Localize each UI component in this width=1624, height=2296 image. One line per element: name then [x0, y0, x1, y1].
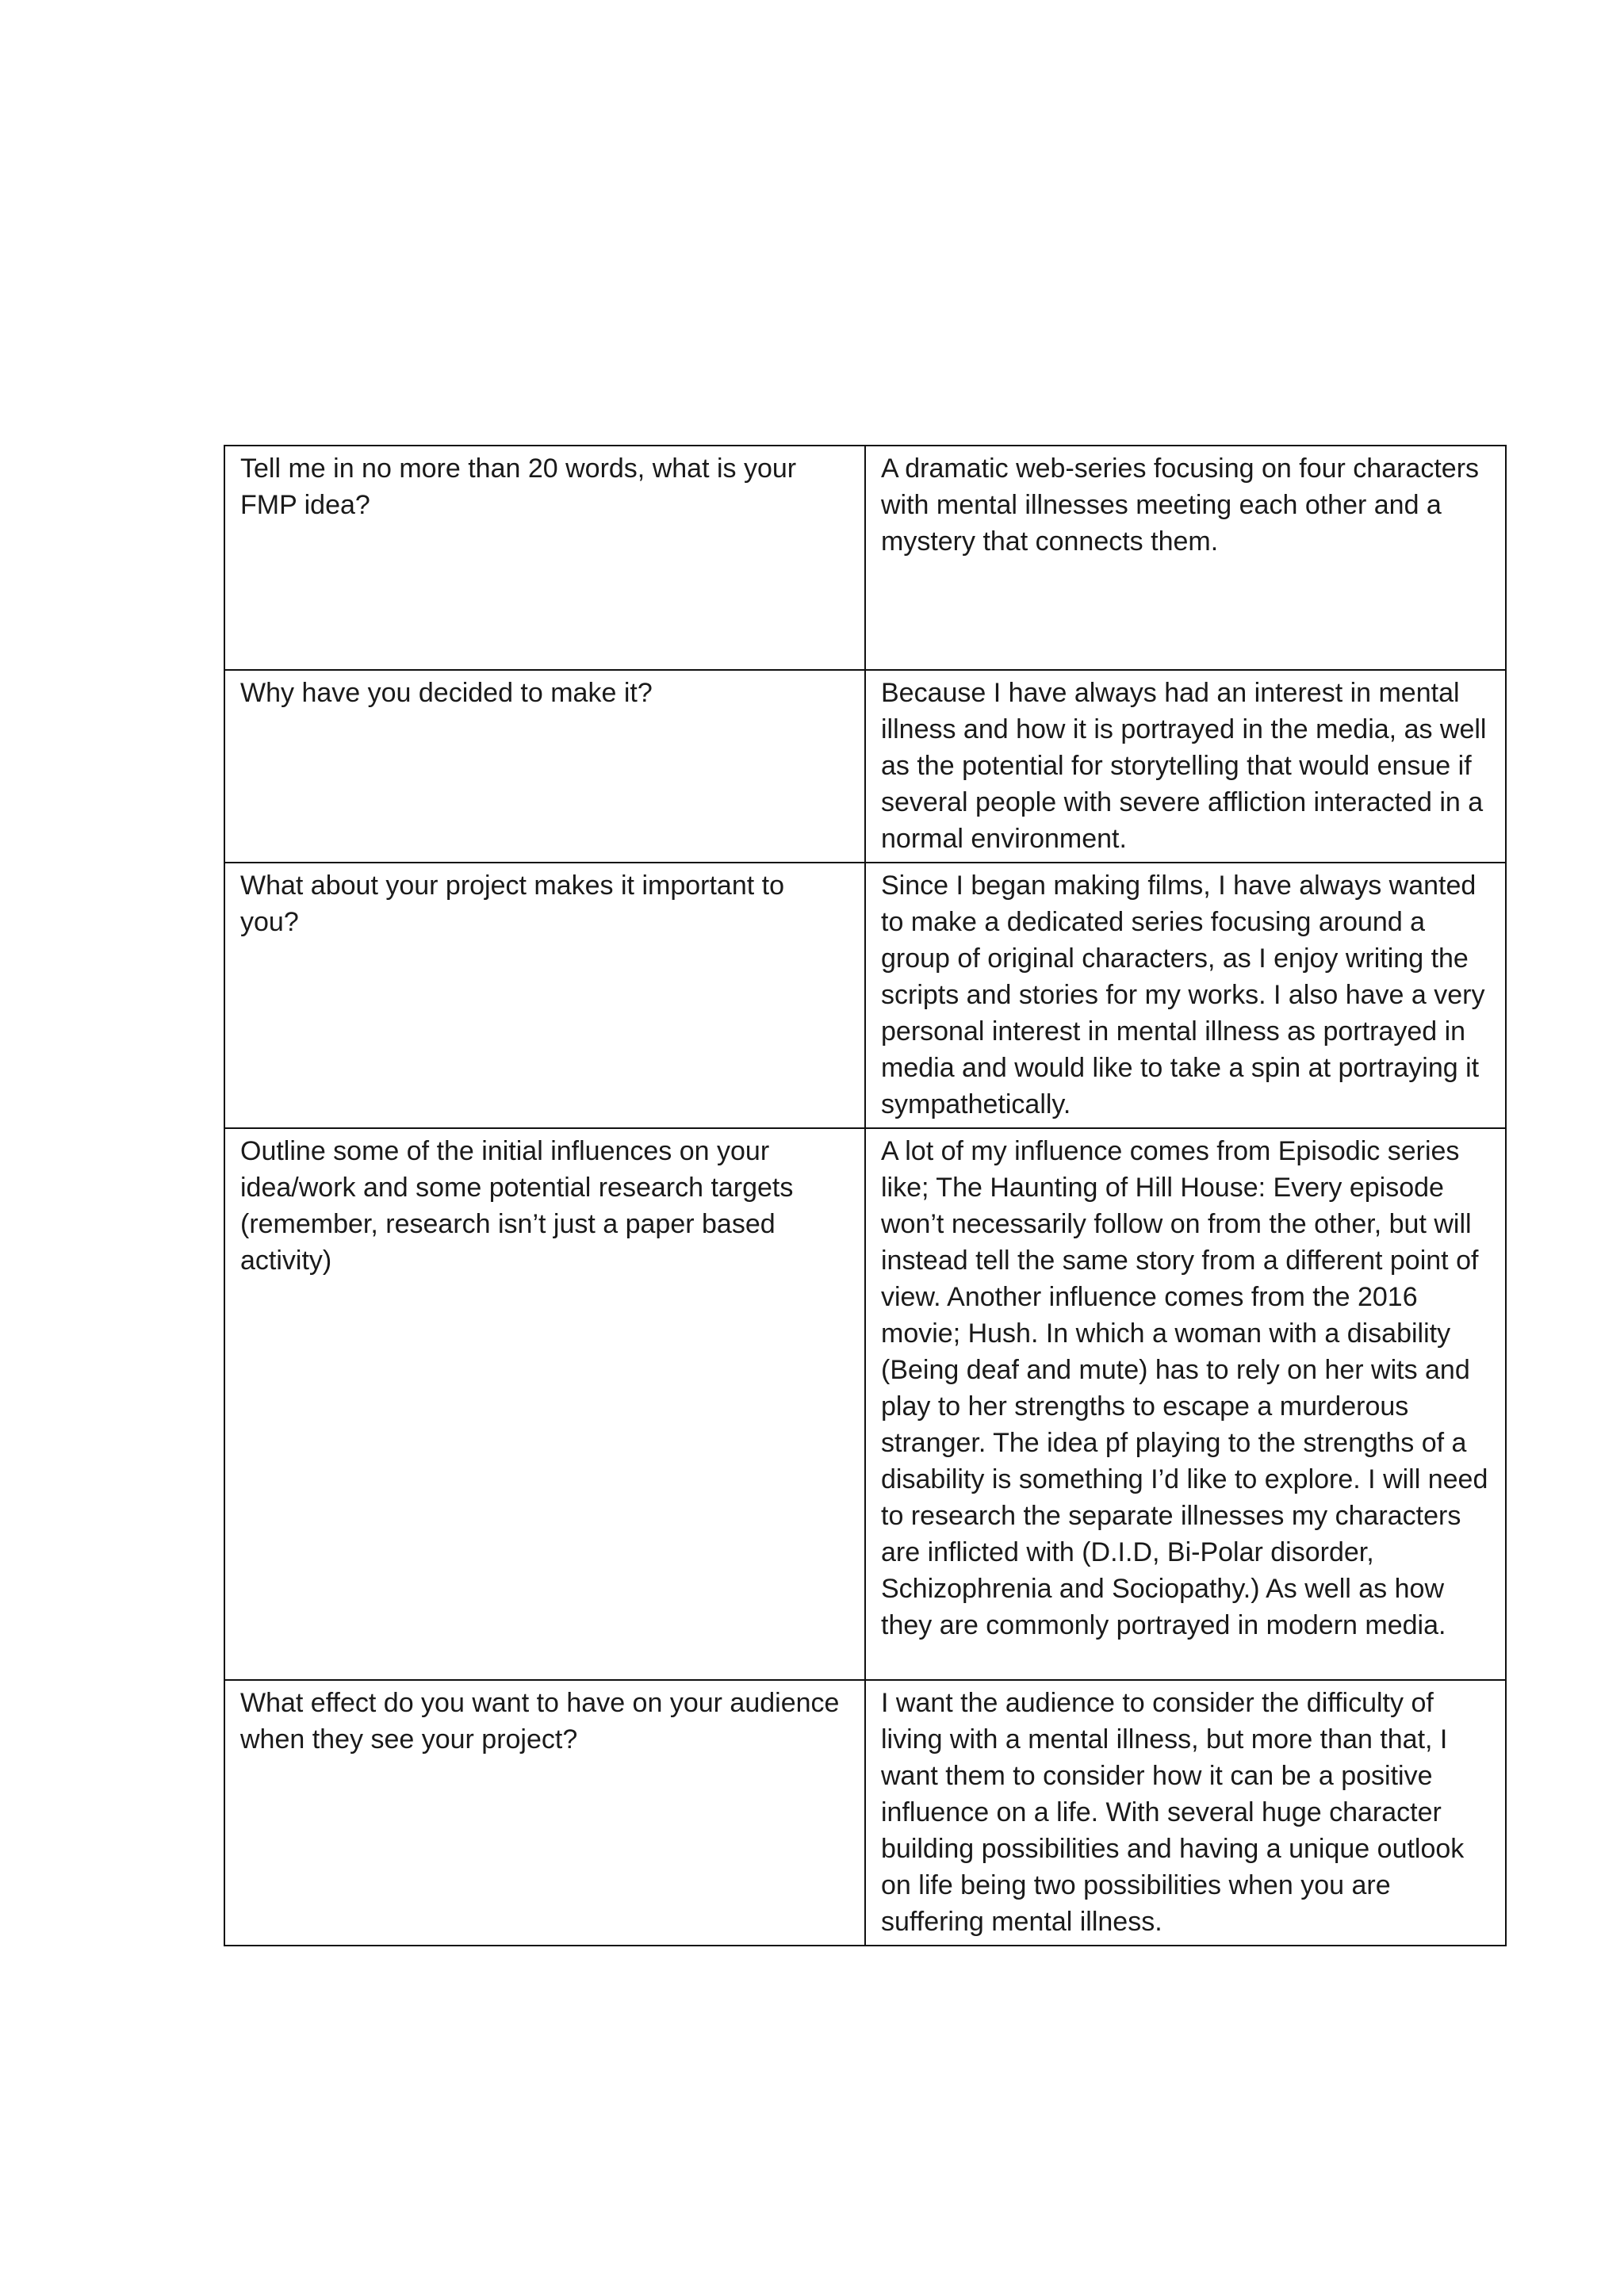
answer-text: Because I have always had an interest in mental illness and how it is portrayed in the media, as well as the potential for storytelling that would ensue if several people with severe affliction interacted in a normal environment.: [881, 678, 1487, 854]
table-row: [224, 446, 1506, 670]
question-cell: [224, 670, 865, 863]
answer-text: A dramatic web-series focusing on four characters with mental illnesses meeting each other and a mystery that connects them.: [881, 453, 1480, 557]
question-text: Tell me in no more than 20 words, what is your FMP idea?: [240, 453, 797, 520]
question-text: Outline some of the initial influences on your idea/work and some potential research targets (remember, research isn’t just a paper based activity): [240, 1136, 794, 1276]
question-cell: [224, 1680, 865, 1946]
answer-text: Since I began making films, I have always wanted to make a dedicated series focusing around a group of original characters, as I enjoy writing the scripts and stories for my works. I also have a very personal interest in mental illness as portrayed in media and would like to take a spin at portraying it sympathetically.: [881, 871, 1485, 1119]
question-text: Why have you decided to make it?: [240, 678, 653, 708]
question-cell: [224, 1128, 865, 1680]
table-row: [224, 670, 1506, 863]
answer-text: I want the audience to consider the difficulty of living with a mental illness, but more than that, I want them to consider how it can be a positive influence on a life. With several huge character building possibilities and having a unique outlook on life being two possibilities when you are suffering mental illness.: [881, 1688, 1465, 1937]
table-row: [224, 863, 1506, 1128]
fmp-proposal-table: [224, 445, 1507, 1946]
table-row: [224, 1680, 1506, 1946]
answer-cell: [865, 446, 1506, 670]
answer-cell: [865, 670, 1506, 863]
question-text: What about your project makes it important to you?: [240, 871, 784, 937]
question-cell: [224, 446, 865, 670]
answer-text: A lot of my influence comes from Episodic series like; The Haunting of Hill House: Every episode won’t necessarily follow on from the other, but will instead tell the same story from a different point of view. Another influence comes from the 2016 movie; Hush. In which a woman with a disability (Being deaf and mute) has to rely on her wits and play to her strengths to escape a murderous stranger. The idea pf playing to the strengths of a disability is something I’d like to explore. I will need to research the separate illnesses my characters are inflicted with (D.I.D, Bi-Polar disorder, Schizophrenia and Sociopathy.) As well as how they are commonly portrayed in modern media.: [881, 1136, 1488, 1640]
answer-cell: [865, 1128, 1506, 1680]
question-text: What effect do you want to have on your audience when they see your project?: [240, 1688, 840, 1755]
table-row: [224, 1128, 1506, 1680]
question-cell: [224, 863, 865, 1128]
answer-cell: [865, 863, 1506, 1128]
answer-cell: [865, 1680, 1506, 1946]
